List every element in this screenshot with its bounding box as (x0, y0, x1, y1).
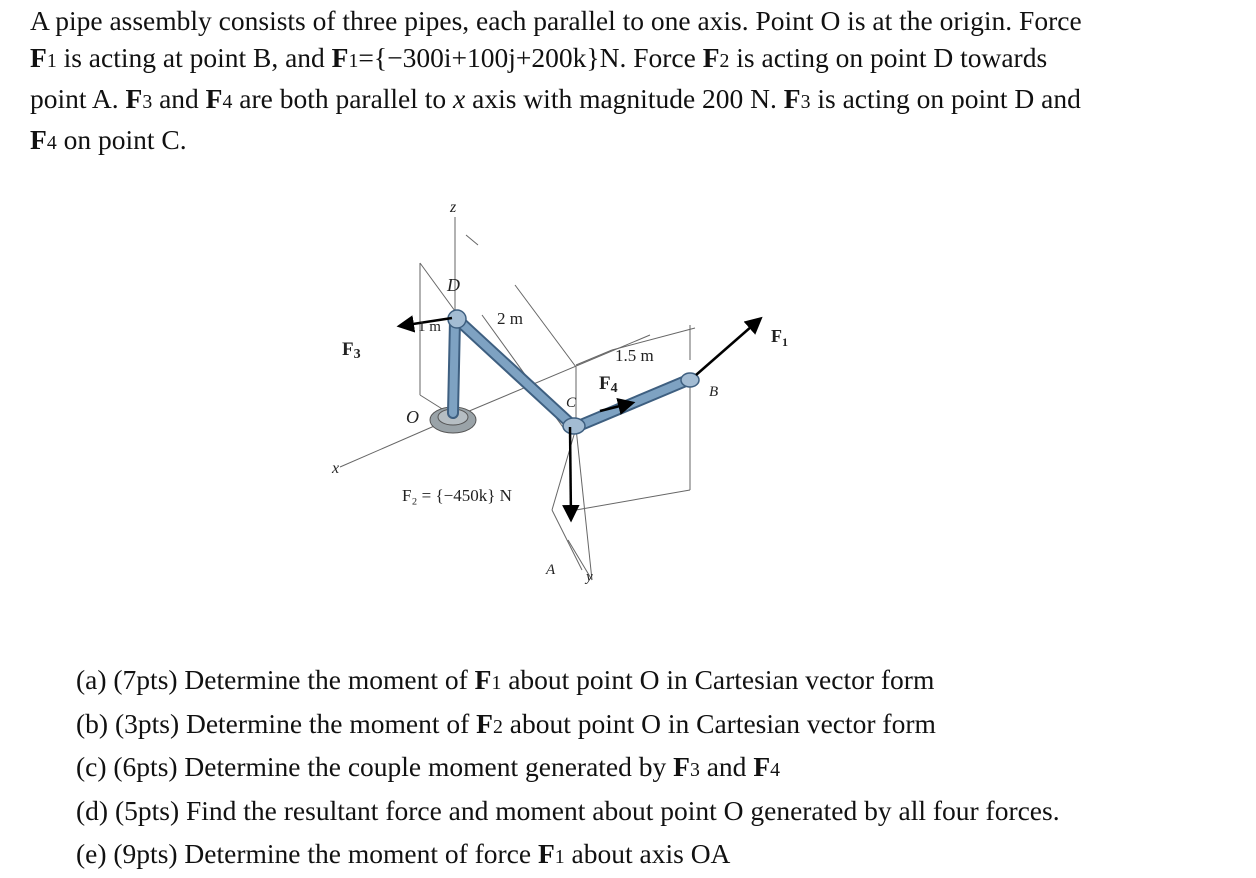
question-d: (d) (5pts) Find the resultant force and moment about point O generated by all four forces. (76, 794, 1060, 826)
question-e: (e) (9pts) Determine the moment of force F1 about axis OA (76, 838, 731, 869)
label-1-5m: 1.5 m (615, 346, 654, 365)
label-A: A (546, 562, 556, 578)
label-F1: $F_1$ (771, 326, 788, 349)
force-F2-arrow (570, 427, 571, 519)
problem-line-4: F4 on point C. (30, 124, 187, 155)
question-c: (c) (6pts) Determine the couple moment generated by F3 and F4 (76, 751, 781, 782)
question-a: (a) (7pts) Determine the moment of F1 about point O in Cartesian vector form (76, 664, 935, 695)
label-1m: 1 m (418, 319, 441, 335)
question-list (76, 660, 1236, 878)
label-F2: F₂ = {−450k} N (402, 486, 512, 505)
problem-line-1: A pipe assembly consists of three pipes, each parallel to one axis. Point O is at the origin. Force (30, 5, 1082, 36)
label-F4: F4 (599, 373, 618, 396)
force-F1-arrow (696, 319, 760, 375)
label-B: B (709, 384, 719, 400)
label-x: x (332, 460, 340, 477)
label-F3: F3 (342, 339, 361, 362)
problem-statement (30, 2, 1230, 162)
label-y: y (586, 569, 593, 585)
elbow-C (563, 418, 585, 434)
label-2m: 2 m (497, 309, 523, 328)
problem-line-2: F1 is acting at point B, and F1={−300i+100j+200k}N. Force F2 is acting on point D towards (30, 42, 1048, 73)
label-O: O (406, 407, 419, 427)
problem-line-3: point A. F3 and F4 are both parallel to x axis with magnitude 200 N. F3 is acting on point D and (30, 83, 1081, 114)
pipe-assembly-drawing (330, 185, 810, 595)
label-z: z (450, 199, 457, 216)
pipe-assembly-figure (330, 185, 810, 595)
label-C: C (566, 395, 577, 411)
question-b: (b) (3pts) Determine the moment of F2 about point O in Cartesian vector form (76, 707, 936, 739)
label-D: D (447, 275, 460, 295)
